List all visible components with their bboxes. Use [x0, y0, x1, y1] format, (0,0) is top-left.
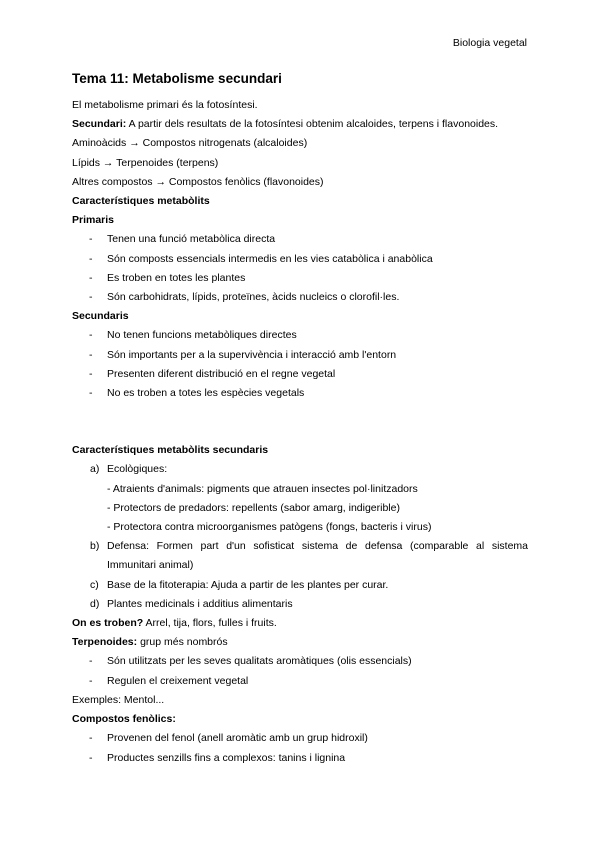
alpha-item-c [72, 576, 528, 595]
alpha-item-d [72, 595, 528, 614]
on-es-troben-line [72, 614, 528, 633]
primaris-heading: Primaris [72, 214, 115, 227]
page-title: Tema 11: Metabolisme secundari [72, 71, 282, 86]
list-item: - Provenen del fenol (anell aromàtic amb un grup hidroxil) [72, 729, 528, 748]
on-es-troben-text: Arrel, tija, flors, fulles i fruits. [143, 617, 277, 630]
exemples-line: Exemples: Mentol... [72, 693, 165, 706]
list-item: - Són composts essencials intermedis en les vies catabòlica i anabòlica [72, 250, 528, 269]
on-es-troben-label: On es troben? [72, 617, 144, 630]
fenolics-list [72, 729, 528, 767]
fenolics-heading: Compostos fenòlics: [72, 713, 176, 726]
alpha-marker: c) [90, 578, 99, 591]
document-header: Biologia vegetal [452, 37, 527, 49]
terpenoides-line [72, 633, 528, 652]
alpha-item-a [72, 460, 528, 537]
spacer [72, 403, 528, 441]
secundari-label: Secundari: [72, 118, 127, 131]
alpha-text: Ecològiques: [107, 463, 168, 476]
intro-line-4: Lípids → Terpenoides (terpens) [72, 156, 219, 169]
list-item: - Productes senzills fins a complexos: tanins i lignina [72, 749, 528, 768]
list-item: - Són utilitzats per les seves qualitats aromàtiques (olis essencials) [72, 652, 528, 671]
intro-line-2 [72, 115, 528, 134]
list-item: - No es troben a totes les espècies vegetals [72, 384, 528, 403]
alpha-marker: b) [90, 540, 100, 553]
alpha-marker: a) [90, 463, 100, 476]
terpenoides-text: grup més nombrós [137, 636, 228, 649]
list-item: - Presenten diferent distribució en el regne vegetal [72, 365, 528, 384]
sub-item: - Atraients d'animals: pigments que atrauen insectes pol·linitzadors [107, 482, 418, 495]
list-item: - No tenen funcions metabòliques directes [72, 326, 528, 345]
alpha-text: Base de la fitoterapia: Ajuda a partir de les plantes per curar. [107, 578, 389, 591]
secundaris-alpha-list [72, 460, 528, 614]
alpha-text: Defensa: Formen part d'un sofisticat sistema de defensa (comparable al sistema Immunitari animal) [107, 540, 528, 572]
list-item: - Es troben en totes les plantes [72, 269, 528, 288]
intro-line-3: Aminoàcids → Compostos nitrogenats (alcaloides) [72, 137, 308, 150]
primaris-list [72, 230, 528, 307]
terpenoides-list [72, 652, 528, 690]
secundaris-section-heading: Característiques metabòlits secundaris [72, 444, 269, 457]
list-item: - Són importants per a la supervivència i interacció amb l'entorn [72, 346, 528, 365]
secundaris-list [72, 326, 528, 403]
alpha-marker: d) [90, 597, 100, 610]
sub-item: - Protectors de predadors: repellents (sabor amarg, indigerible) [107, 501, 400, 514]
alpha-text: Plantes medicinals i additius alimentaris [107, 597, 293, 610]
alpha-item-b [72, 537, 528, 575]
secundari-text: A partir dels resultats de la fotosíntesi obtenim alcaloides, terpens i flavonoides. [126, 118, 499, 131]
intro-line-1: El metabolisme primari és la fotosíntesi. [72, 99, 258, 111]
terpenoides-label: Terpenoides: [72, 636, 138, 649]
sub-item: - Protectora contra microorganismes patògens (fongs, bacteris i virus) [107, 521, 432, 534]
list-item: - Regulen el creixement vegetal [72, 672, 528, 691]
intro-line-5: Altres compostos → Compostos fenòlics (flavonoides) [72, 175, 324, 188]
secundaris-heading: Secundaris [72, 310, 129, 323]
document-body [72, 70, 528, 768]
list-item: - Són carbohidrats, lípids, proteïnes, àcids nucleics o clorofil·les. [72, 288, 528, 307]
list-item: - Tenen una funció metabòlica directa [72, 230, 528, 249]
caracteristiques-heading: Característiques metabòlits [72, 195, 210, 208]
